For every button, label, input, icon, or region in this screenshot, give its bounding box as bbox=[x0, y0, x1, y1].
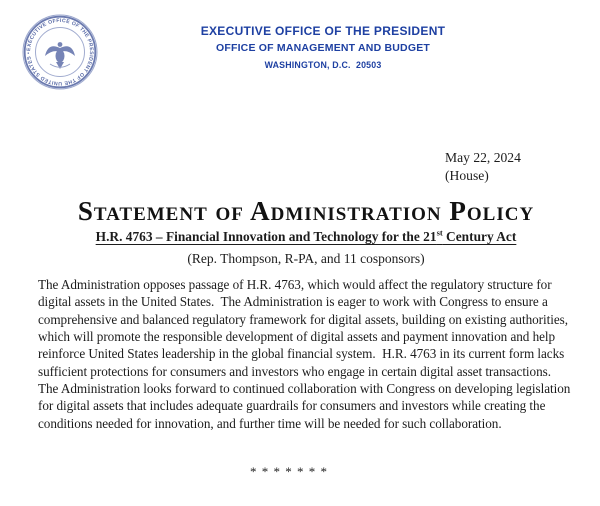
letterhead-bureau-line: OFFICE OF MANAGEMENT AND BUDGET bbox=[215, 42, 431, 54]
chamber-line: (House) bbox=[445, 167, 489, 183]
asterisk-separator: * * * * * * * bbox=[250, 464, 328, 479]
bill-heading-suffix: Century Act bbox=[442, 229, 517, 244]
date-line: May 22, 2024 bbox=[445, 150, 521, 165]
letterhead bbox=[46, 25, 600, 70]
seal-ring-text: EXECUTIVE OFFICE OF THE PRESIDENT OF THE UNITED STATES • bbox=[25, 17, 95, 87]
letterhead-office-line: EXECUTIVE OFFICE OF THE PRESIDENT bbox=[200, 24, 446, 38]
document-title: Statement of Administration Policy bbox=[77, 196, 535, 226]
date-block bbox=[445, 149, 521, 184]
bill-heading-prefix: H.R. 4763 – Financial Innovation and Technology for the 21 bbox=[95, 229, 437, 244]
bill-heading-superscript: st bbox=[436, 227, 443, 238]
body-paragraph: The Administration opposes passage of H.R. 4763, which would affect the regulatory structure for digital assets in the United States. The Administration is eager to work with Congress to ensure a comprehensive and balanced regulatory framework for digital assets, building on existing authorities, which will promote the responsible development of digital assets and payment innovation and help reinforce United States leadership in the global financial system. H.R. 4763 in its current form lacks sufficient protections for consumers and investors who engage in certain digital asset transactions. The Administration looks forward to continued collaboration with Congress on developing legislation for digital assets that includes adequate guardrails for consumers and investors while creating the conditions needed for innovation, and further time will be needed for such collaboration. bbox=[38, 277, 574, 431]
sponsors-line: (Rep. Thompson, R-PA, and 11 cosponsors) bbox=[187, 251, 425, 266]
letterhead-address-line: WASHINGTON, D.C. 20503 bbox=[264, 60, 382, 70]
bill-heading bbox=[12, 229, 600, 245]
